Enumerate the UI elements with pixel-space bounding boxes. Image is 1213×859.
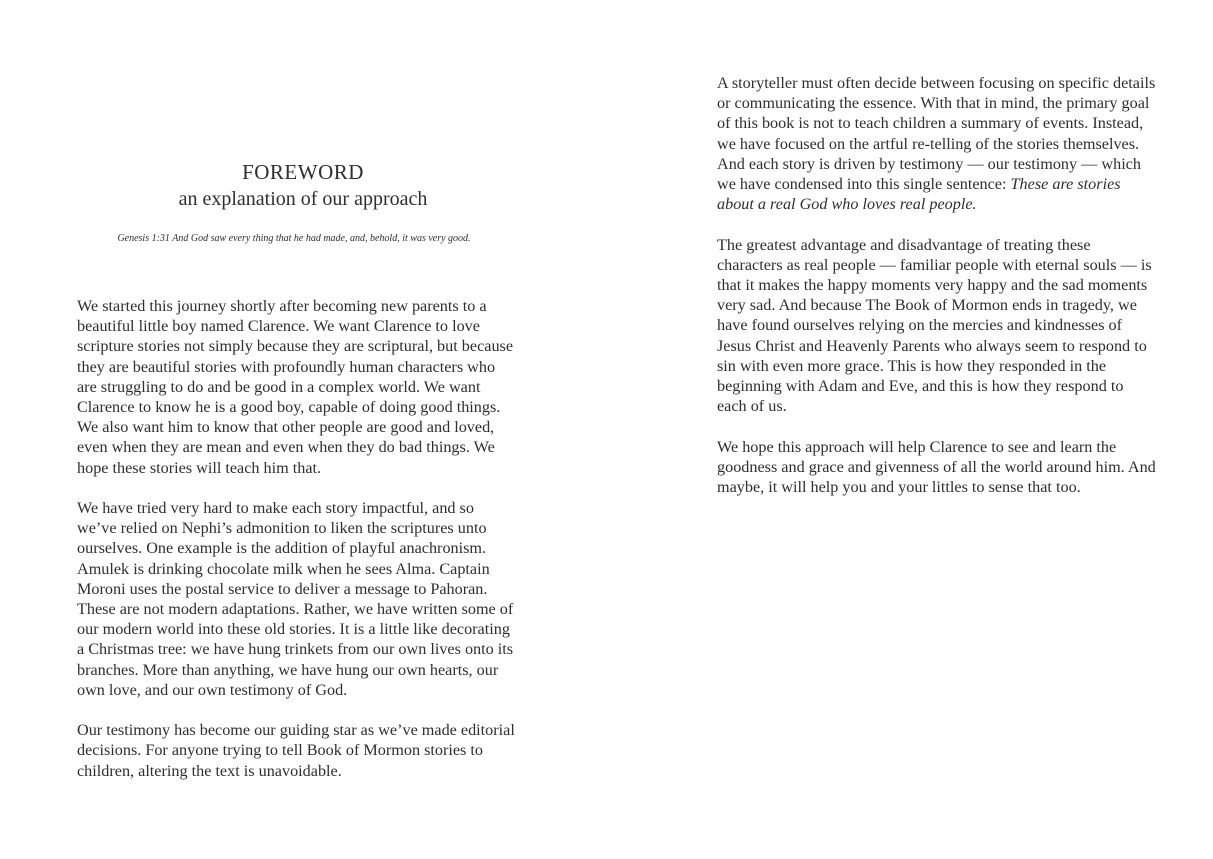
paragraph: We hope this approach will help Clarence to see and learn the goodness and grace and givenness of all the world around him. And maybe, it will help you and your littles to sense that too. [717, 437, 1156, 497]
paragraph: We started this journey shortly after becoming new parents to a beautiful little boy named Clarence. We want Clarence to love scripture stories not simply because they are scriptural, but because they are beautiful stories with profoundly human characters who are struggling to do and be good in a complex world. We want Clarence to know he is a good boy, capable of doing good things. We also want him to know that other people are good and loved, even when they are mean and even when they do bad things. We hope these stories will teach him that. [77, 297, 514, 477]
left-body-text [77, 296, 515, 801]
paragraph-text: A storyteller must often decide between focusing on specific details or communicating the essence. With that in mind, the primary goal of this book is not to teach children a summary of events. Instead, we have focused on the artful re-telling of the stories themselves. And each story is driven by testimony — our testimony — which we have condensed into this single sentence: [717, 74, 1156, 194]
paragraph: We have tried very hard to make each story impactful, and so we’ve relied on Nephi’s admonition to liken the scriptures unto ourselves. One example is the addition of playful anachronism. Amulek is drinking chocolate milk when he sees Alma. Captain Moroni uses the postal service to deliver a message to Pahoran. These are not modern adaptations. Rather, we have written some of our modern world into these old stories. It is a little like decorating a Christmas tree: we have hung trinkets from our own lives onto its branches. More than anything, we have hung our own hearts, our own love, and our own testimony of God. [77, 499, 514, 699]
testimony-sentence: These are stories about a real God who loves real people. [717, 175, 1121, 214]
foreword-heading [0, 158, 606, 212]
paragraph [717, 73, 1157, 214]
page-subtitle: an explanation of our approach [178, 188, 428, 210]
right-body-text [717, 73, 1157, 517]
paragraph: The greatest advantage and disadvantage of treating these characters as real people — familiar people with eternal souls — is that it makes the happy moments very happy and the sad moments very sad. And because The Book of Mormon ends in tragedy, we have found ourselves relying on the mercies and kindnesses of Jesus Christ and Heavenly Parents who always seem to respond to sin with even more grace. This is how they responded in the beginning with Adam and Eve, and this is how they respond to each of us. [717, 235, 1152, 416]
left-page [0, 0, 606, 859]
epigraph-scripture: Genesis 1:31 And God saw every thing that he had made, and, behold, it was very good. [117, 233, 471, 244]
right-page [606, 0, 1213, 859]
paragraph: Our testimony has become our guiding star as we’ve made editorial decisions. For anyone trying to tell Book of Mormon stories to children, altering the text is unavoidable. [77, 721, 515, 780]
page-title: FOREWORD [242, 160, 364, 184]
